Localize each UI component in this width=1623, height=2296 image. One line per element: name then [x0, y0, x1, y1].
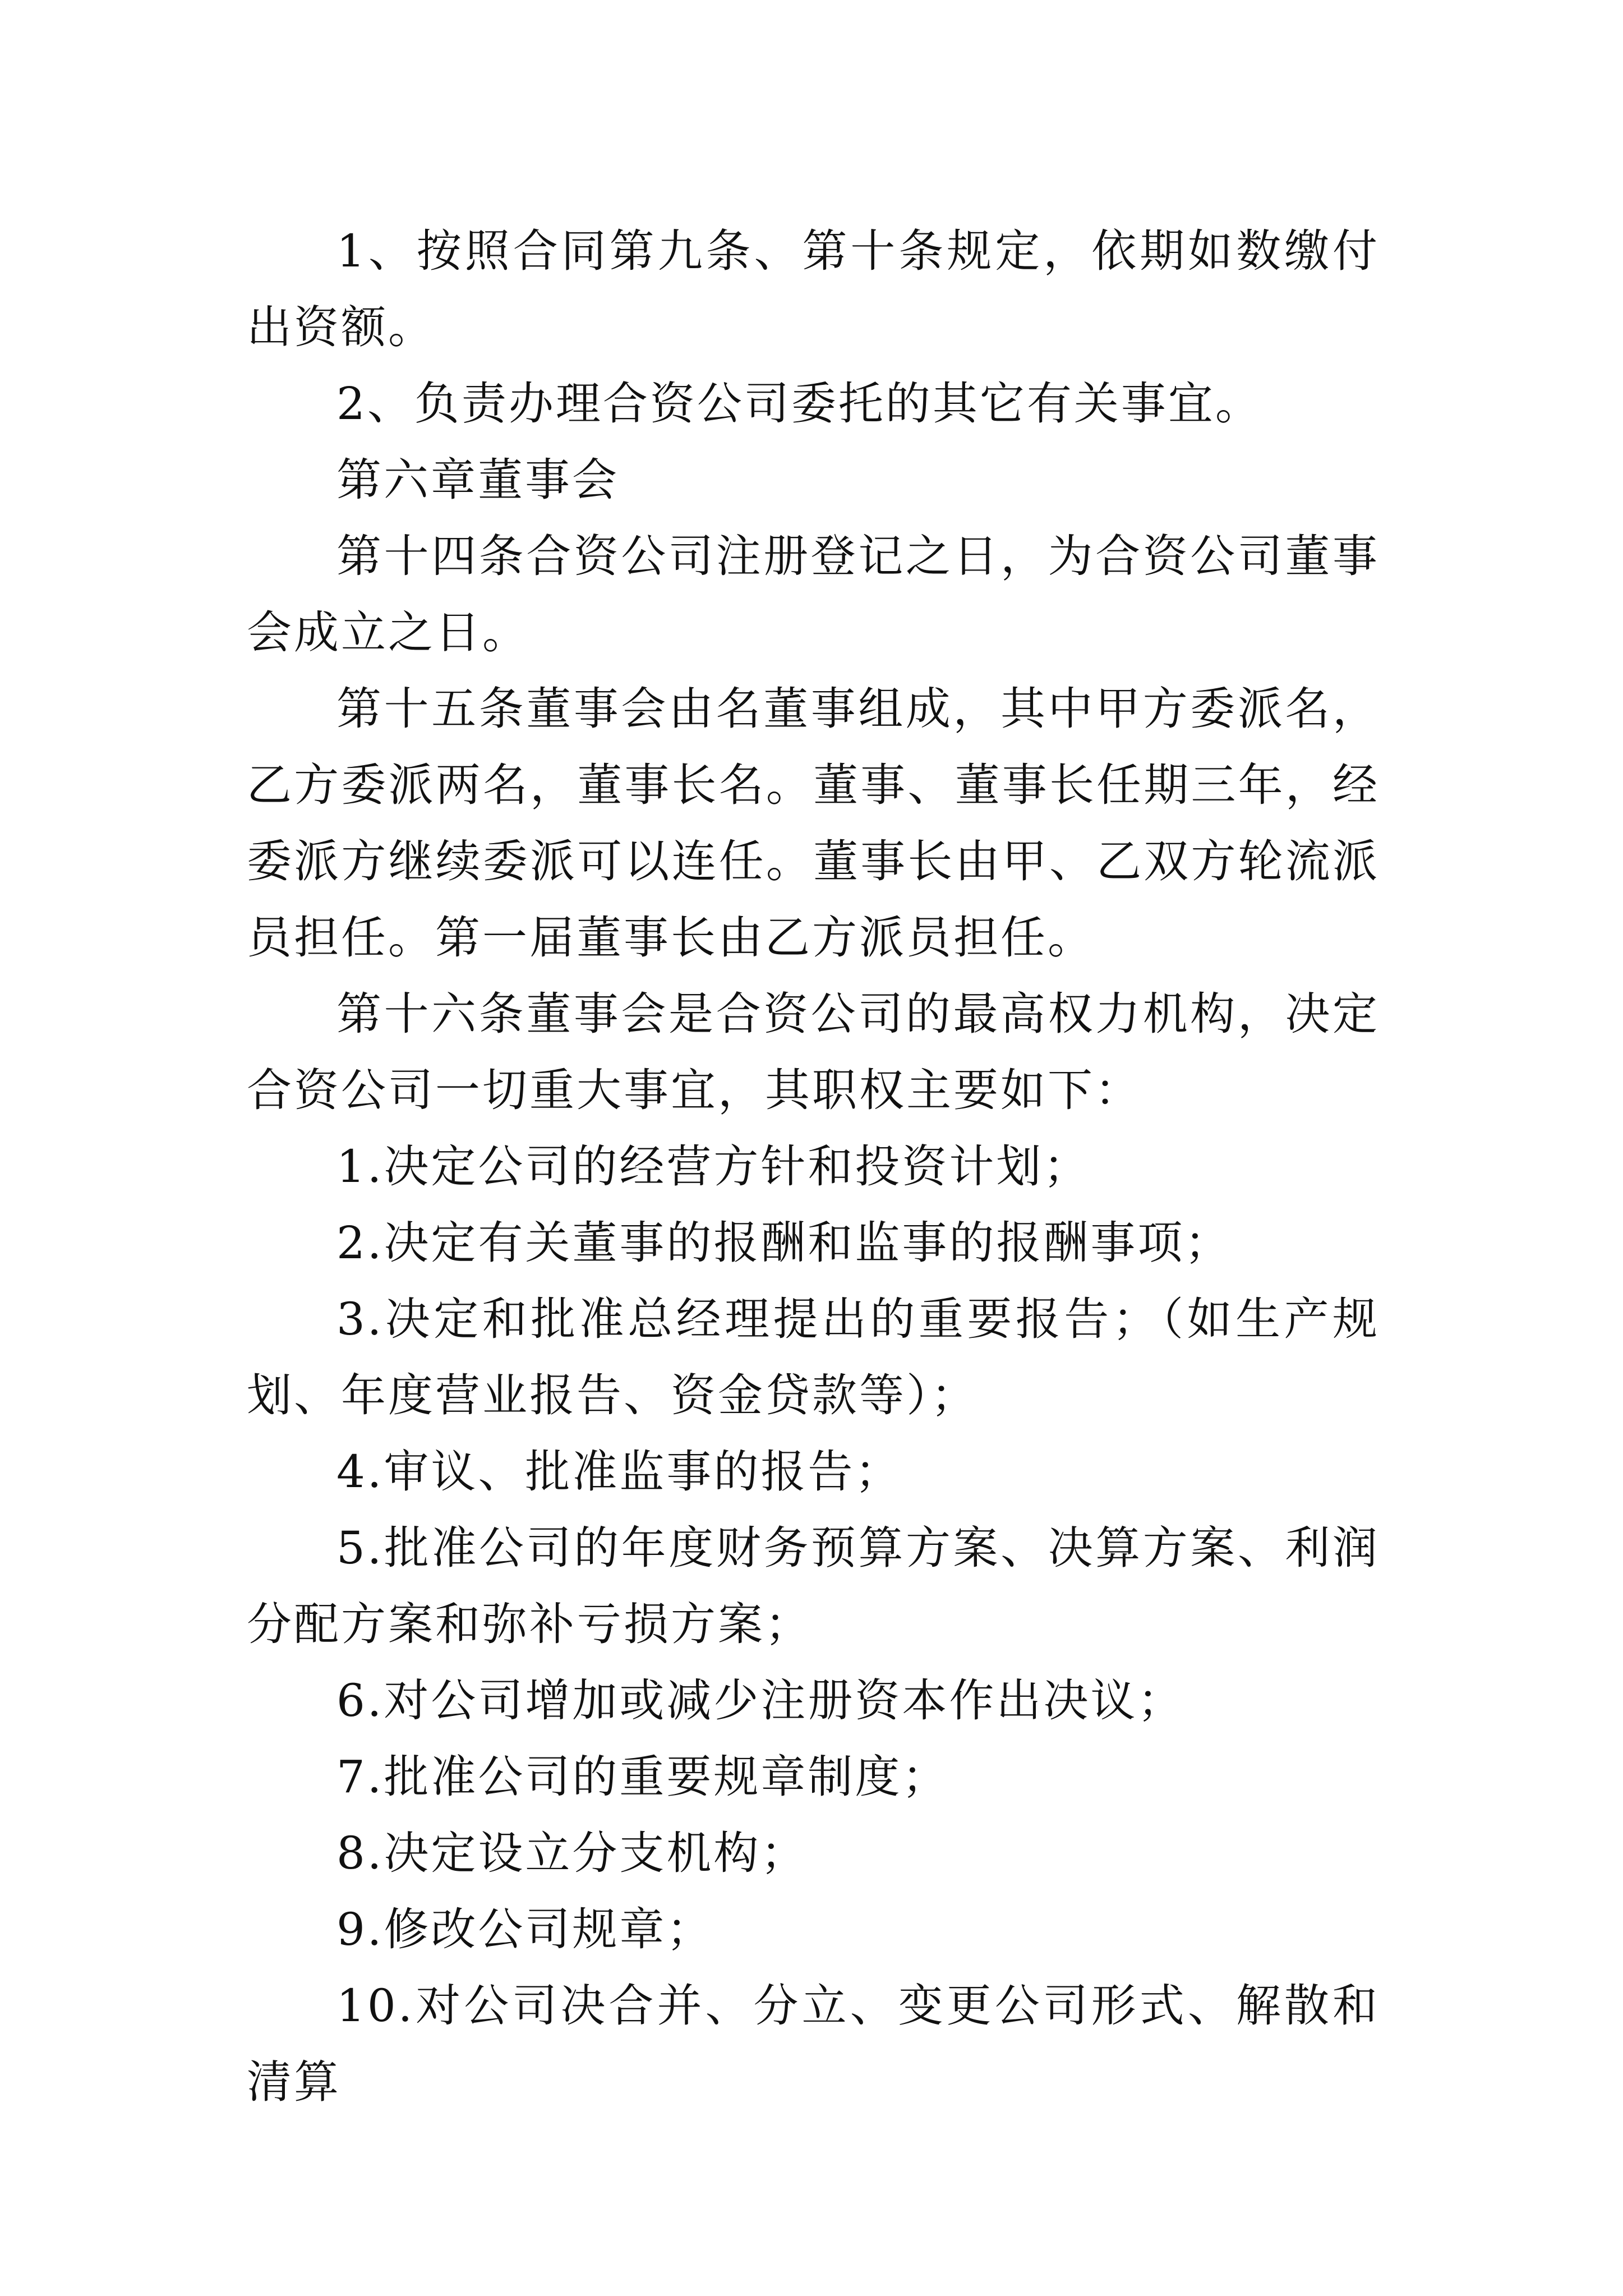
document-body [247, 213, 1380, 2120]
list-item-9: 9.修改公司规章； [336, 1903, 714, 1955]
paragraph-entrusted-matters: 2、负责办理合资公司委托的其它有关事宜。 [336, 378, 1262, 430]
list-item-5: 5.批准公司的年度财务预算方案、决算方案、利润分配方案和弥补亏损方案； [247, 1522, 1380, 1650]
list-item-2: 2.决定有关董事的报酬和监事的报酬事项； [336, 1217, 1232, 1269]
list-item-6: 6.对公司增加或减少注册资本作出决议； [336, 1674, 1185, 1727]
article-14: 第十四条合资公司注册登记之日，为合资公司董事会成立之日。 [247, 530, 1380, 659]
chapter-heading-board: 第六章董事会 [336, 454, 619, 506]
list-item-4: 4.审议、批准监事的报告； [336, 1446, 902, 1498]
list-item-1: 1.决定公司的经营方针和投资计划； [336, 1140, 1091, 1193]
article-16: 第十六条董事会是合资公司的最高权力机构，决定合资公司一切重大事宜，其职权主要如下： [247, 988, 1380, 1116]
article-15: 第十五条董事会由名董事组成，其中甲方委派名，乙方委派两名，董事长名。董事、董事长任期三年，经委派方继续委派可以连任。董事长由甲、乙双方轮流派员担任。第一届董事长由乙方派员担任。 [247, 683, 1380, 964]
list-item-3: 3.决定和批准总经理提出的重要报告；（如生产规划、年度营业报告、资金贷款等）； [247, 1293, 1380, 1421]
list-item-7: 7.批准公司的重要规章制度； [336, 1751, 949, 1803]
list-item-8: 8.决定设立分支机构； [336, 1827, 808, 1879]
paragraph-capital-contribution: 1、按照合同第九条、第十条规定，依期如数缴付出资额。 [247, 225, 1380, 353]
list-item-10: 10.对公司决合并、分立、变更公司形式、解散和清算 [247, 1980, 1380, 2108]
